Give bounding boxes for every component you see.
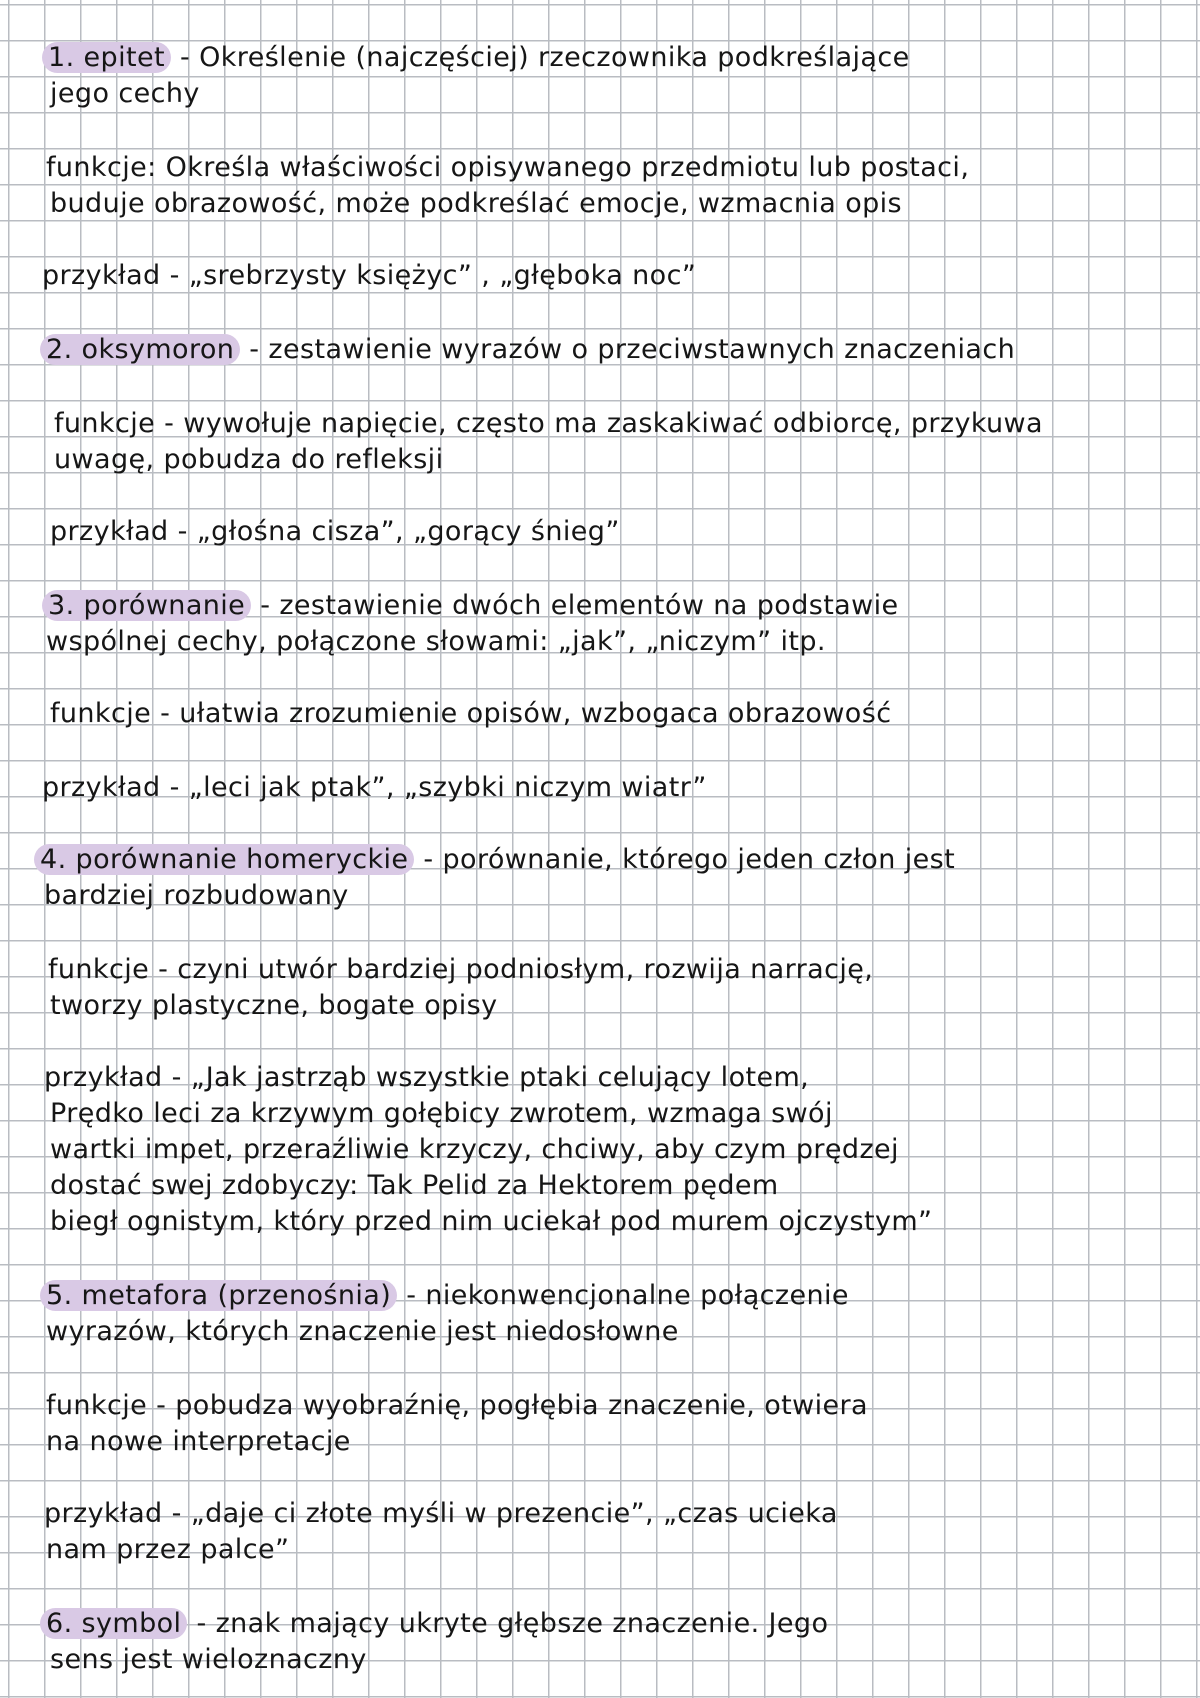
section-4-example-line-1: przykład - „Jak jastrząb wszystkie ptaki celujący lotem, [44, 1062, 810, 1093]
section-5-heading: 5. metafora (przenośnia) [40, 1280, 397, 1311]
section-3-functions: funkcje - ułatwia zrozumienie opisów, wzbogaca obrazowość [50, 698, 892, 729]
section-4-definition: - porównanie, którego jeden człon jest [423, 844, 956, 875]
section-5-functions-line-2: na nowe interpretacje [46, 1426, 351, 1457]
section-3-definition: - zestawienie dwóch elementów na podstawie [260, 590, 899, 621]
section-4-definition-line-2: bardziej rozbudowany [44, 880, 349, 911]
section-6-definition: - znak mający ukryte głębsze znaczenie. Jego [196, 1608, 829, 1639]
section-1-definition-line-1 [42, 40, 910, 76]
section-4-example-line-5: biegł ognistym, który przed nim uciekał pod murem ojczystym” [50, 1206, 933, 1237]
section-2-example: przykład - „głośna cisza”, „gorący śnieg” [50, 516, 620, 547]
section-5-example-line-1: przykład - „daje ci złote myśli w prezencie”, „czas ucieka [44, 1498, 838, 1529]
section-4-definition-line-1 [34, 842, 955, 878]
section-1-definition: - Określenie (najczęściej) rzeczownika podkreślające [179, 42, 910, 73]
section-5-definition: - niekonwencjonalne połączenie [406, 1280, 849, 1311]
section-1-functions-line-2: buduje obrazowość, może podkreślać emocje, wzmacnia opis [50, 188, 903, 219]
section-4-example-line-4: dostać swej zdobyczy: Tak Pelid za Hektorem pędem [50, 1170, 779, 1201]
section-6-definition-line-2: sens jest wieloznaczny [50, 1644, 367, 1675]
section-4-example-line-2: Prędko leci za krzywym gołębicy zwrotem, wzmaga swój [50, 1098, 833, 1129]
section-1-example: przykład - „srebrzysty księżyc” , „głęboka noc” [42, 260, 697, 291]
section-2-definition-line-1 [40, 332, 1015, 368]
section-2-heading: 2. oksymoron [40, 334, 240, 365]
section-4-functions-line-2: tworzy plastyczne, bogate opisy [50, 990, 498, 1021]
section-1-definition-line-2: jego cechy [50, 78, 200, 109]
section-1-heading: 1. epitet [42, 42, 171, 73]
section-3-example: przykład - „leci jak ptak”, „szybki niczym wiatr” [42, 772, 707, 803]
section-6-heading: 6. symbol [40, 1608, 187, 1639]
section-4-functions-line-1: funkcje - czyni utwór bardziej podniosłym, rozwija narrację, [48, 954, 874, 985]
section-5-definition-line-1 [40, 1278, 849, 1314]
section-4-example-line-3: wartki impet, przeraźliwie krzyczy, chciwy, aby czym prędzej [50, 1134, 899, 1165]
section-6-definition-line-1 [40, 1606, 828, 1642]
section-3-definition-line-2: wspólnej cechy, połączone słowami: „jak”, „niczym” itp. [46, 626, 826, 657]
section-3-heading: 3. porównanie [42, 590, 251, 621]
section-2-functions-line-2: uwagę, pobudza do refleksji [54, 444, 444, 475]
section-2-definition: - zestawienie wyrazów o przeciwstawnych znaczeniach [249, 334, 1016, 365]
section-4-heading: 4. porównanie homeryckie [34, 844, 414, 875]
section-1-functions-line-1: funkcje: Określa właściwości opisywanego przedmiotu lub postaci, [46, 152, 970, 183]
section-3-definition-line-1 [42, 588, 899, 624]
section-5-definition-line-2: wyrazów, których znaczenie jest niedosłowne [46, 1316, 679, 1347]
section-5-functions-line-1: funkcje - pobudza wyobraźnię, pogłębia znaczenie, otwiera [46, 1390, 868, 1421]
section-2-functions-line-1: funkcje - wywołuje napięcie, często ma zaskakiwać odbiorcę, przykuwa [54, 408, 1043, 439]
section-5-example-line-2: nam przez palce” [46, 1534, 290, 1565]
